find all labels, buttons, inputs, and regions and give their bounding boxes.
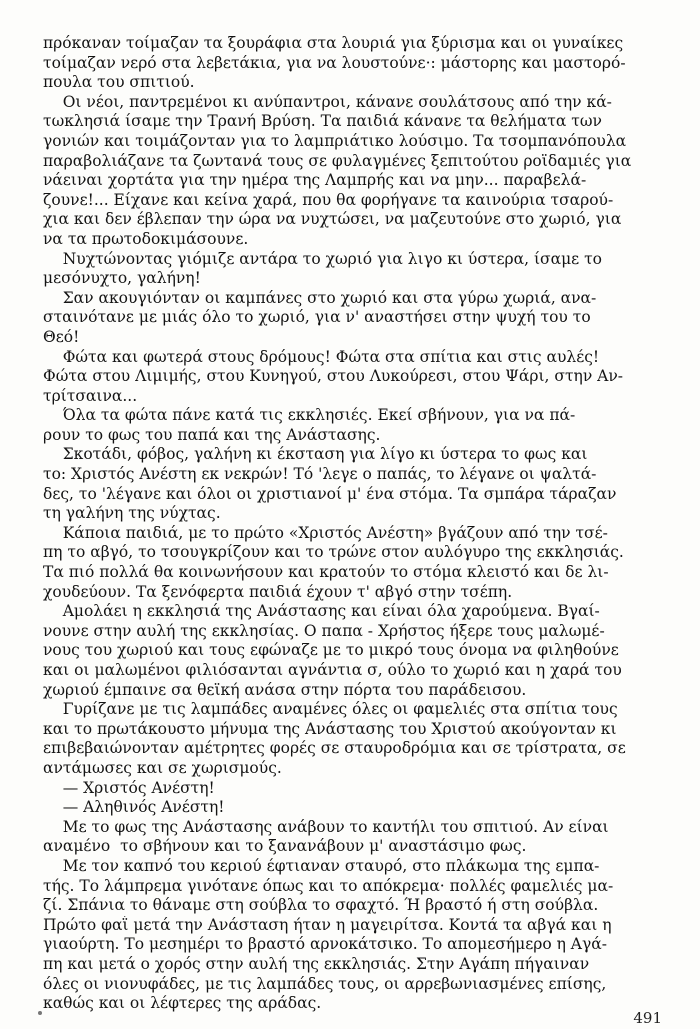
text-line: και οι μαλωμένοι φιλιόσανται αγνάντια σ, ούλο το χωριό και η χαρά του <box>43 661 622 679</box>
text-line: πρόκαναν τοίμαζαν τα ξουράφια στα λουριά για ξύρισμα και οι γυναίκες <box>43 34 624 52</box>
text-line: επιβεβαιώνονταν αμέτρητες φορές σε σταυροδρόμια και σε τρίστρατα, σε <box>43 739 626 758</box>
text-line: χωριού έμπαινε σα θεϊκή ανάσα στην πόρτα του παράδεισου. <box>43 680 527 699</box>
text-line: το: Χριστός Ανέστη εκ νεκρών! Τό 'λεγε ο παπάς, το λέγανε οι ψαλτά- <box>43 465 597 484</box>
text-line: Φώτα στου Λιμιμής, στου Κυνηγού, στου Λυκούρεσι, στου Ψάρι, στην Αν- <box>43 367 624 386</box>
text-line: — Χριστός Ανέστη! <box>43 778 215 797</box>
text-line: Τα πιό πολλά θα κοινωνήσουν και κρατούν το στόμα κλειστό και δε λι- <box>43 563 609 582</box>
scan-speck <box>38 1011 42 1015</box>
text-line: τρίτσαινα... <box>43 386 138 405</box>
text-line: νους του χωριού και τους εφώναζε με το μικρό τους όνομα να φιληθούνε <box>43 641 619 660</box>
text-line: καθώς και οι λέφτερες της αράδας. <box>43 994 322 1013</box>
text-line: Με το φως της Ανάστασης ανάβουν το καντήλι του σπιτιού. Αν είναι <box>43 817 609 836</box>
text-line: γονιών και τοιμάζονταν για το λαμπριάτικο λούσιμο. Τα τσομπανόπουλα <box>43 131 627 150</box>
text-line: χουδεύουν. Τα ξενόφερτα παιδιά έχουν τ' αβγό στην τσέπη. <box>43 582 513 601</box>
text-line: Όλα τα φώτα πάνε κατά τις εκκλησιές. Εκεί σβήνουν, για να πά- <box>43 406 576 425</box>
text-line: και το πρωτάκουστο μήνυμα της Ανάστασης του Χριστού ακούγονταν κι <box>43 719 617 738</box>
text-line: παραβολιάζανε τα ζωντανά τους σε φυλαγμένες ξεπιτούτου ροϊδαμιές για <box>43 151 632 170</box>
text-line: — Αληθινός Ανέστη! <box>43 798 225 817</box>
text-line: νουνε στην αυλή της εκκλησίας. Ο παπα - Χρήστος ήξερε τους μαλωμέ- <box>43 621 605 640</box>
text-line: Γυρίζανε με τις λαμπάδες αναμένες όλες οι φαμελιές στα σπίτια τους <box>43 700 618 719</box>
text-line: Φώτα και φωτερά στους δρόμους! Φώτα στα σπίτια και στις αυλές! <box>43 347 600 366</box>
text-line: μεσόνυχτο, γαλήνη! <box>43 269 201 288</box>
text-line: τοίμαζαν νερό στα λεβετάκια, για να λουστούνε·: μάστορης και μαστορό- <box>43 53 626 72</box>
text-line: δες, το 'λέγανε και όλοι οι χριστιανοί μ' ένα στόμα. Τα σμπάρα τάραζαν <box>43 484 617 503</box>
text-line: αναμένο το σβήνουν και το ξανανάβουν μ' αναστάσιμο φως. <box>43 837 527 856</box>
text-line: σταινότανε με μιάς όλο το χωριό, για ν' αναστήσει στην ψυχή του το <box>43 308 591 327</box>
text-line: ζί. Σπάνια το θάναμε στη σούβλα το σφαχτό. Ή βραστό ή στη σούβλα. <box>43 896 599 915</box>
text-line: τωκλησιά ίσαμε την Τρανή Βρύση. Τα παιδιά κάνανε τα θελήματα των <box>43 112 602 131</box>
text-line: πη και μετά ο χορός στην αυλή της εκκλησιάς. Στην Αγάπη πήγαιναν <box>43 954 590 973</box>
text-line: Θεό! <box>43 327 80 346</box>
text-line: αντάμωσες και σε χωρισμούς. <box>43 758 282 777</box>
text-line: Σαν ακουγιόνταν οι καμπάνες στο χωριό και στα γύρω χωριά, ανα- <box>43 288 597 307</box>
text-line: χια και δεν έβλεπαν την ώρα να νυχτώσει, να μαζευτούνε στο χωριό, για <box>43 210 622 229</box>
body-text <box>43 34 635 1014</box>
text-line: τη γαλήνη της νύχτας. <box>43 504 221 523</box>
text-line: πουλα του σπιτιού. <box>43 73 195 92</box>
text-line: να τα πρωτοδοκιμάσουνε. <box>43 229 249 248</box>
text-line: Νυχτώνοντας γιόμιζε αντάρα το χωριό για λιγο κι ύστερα, ίσαμε το <box>43 249 603 268</box>
text-line: πη το αβγό, το τσουγκρίζουν και το τρώνε στον αυλόγυρο της εκκλησιάς. <box>43 543 624 562</box>
page-number: 491 <box>633 1009 662 1027</box>
text-line: Οι νέοι, παντρεμένοι κι ανύπαντροι, κάνανε σουλάτσους από την κά- <box>43 92 612 111</box>
text-line: γιαούρτη. Το μεσημέρι το βραστό αρνοκάτσικο. Το απομεσήμερο η Αγά- <box>43 935 607 954</box>
text-line: ζουνε!... Είχανε και κείνα χαρά, που θα φορήγανε τα καινούρια τσαρού- <box>43 190 614 209</box>
text-line: Κάποια παιδιά, με το πρώτο «Χριστός Ανέστη» βγάζουν από την τσέ- <box>43 523 608 542</box>
text-line: ρουν το φως του παπά και της Ανάστασης. <box>43 425 381 444</box>
text-line: Με τον καπνό του κεριού έφτιαναν σταυρό, στο πλάκωμα της εμπα- <box>43 856 600 875</box>
text-line: τής. Το λάμπρεμα γινότανε όπως και το απόκρεμα· πολλές φαμελιές μα- <box>43 876 614 895</box>
text-line: Σκοτάδι, φόβος, γαλήνη κι έκσταση για λίγο κι ύστερα το φως και <box>43 445 588 464</box>
text-line: Αμολάει η εκκλησιά της Ανάστασης και είναι όλα χαρούμενα. Βγαί- <box>43 602 600 621</box>
text-line: νάειναι χορτάτα για την ημέρα της Λαμπρής και να μην... παραβελά- <box>43 171 587 190</box>
text-line: όλες οι νιονυφάδες, με τις λαμπάδες τους, οι αρρεβωνιασμένες επίσης, <box>43 974 607 993</box>
text-line: Πρώτο φαΐ μετά την Ανάσταση ήταν η μαγειρίτσα. Κοντά τα αβγά και η <box>43 915 612 934</box>
